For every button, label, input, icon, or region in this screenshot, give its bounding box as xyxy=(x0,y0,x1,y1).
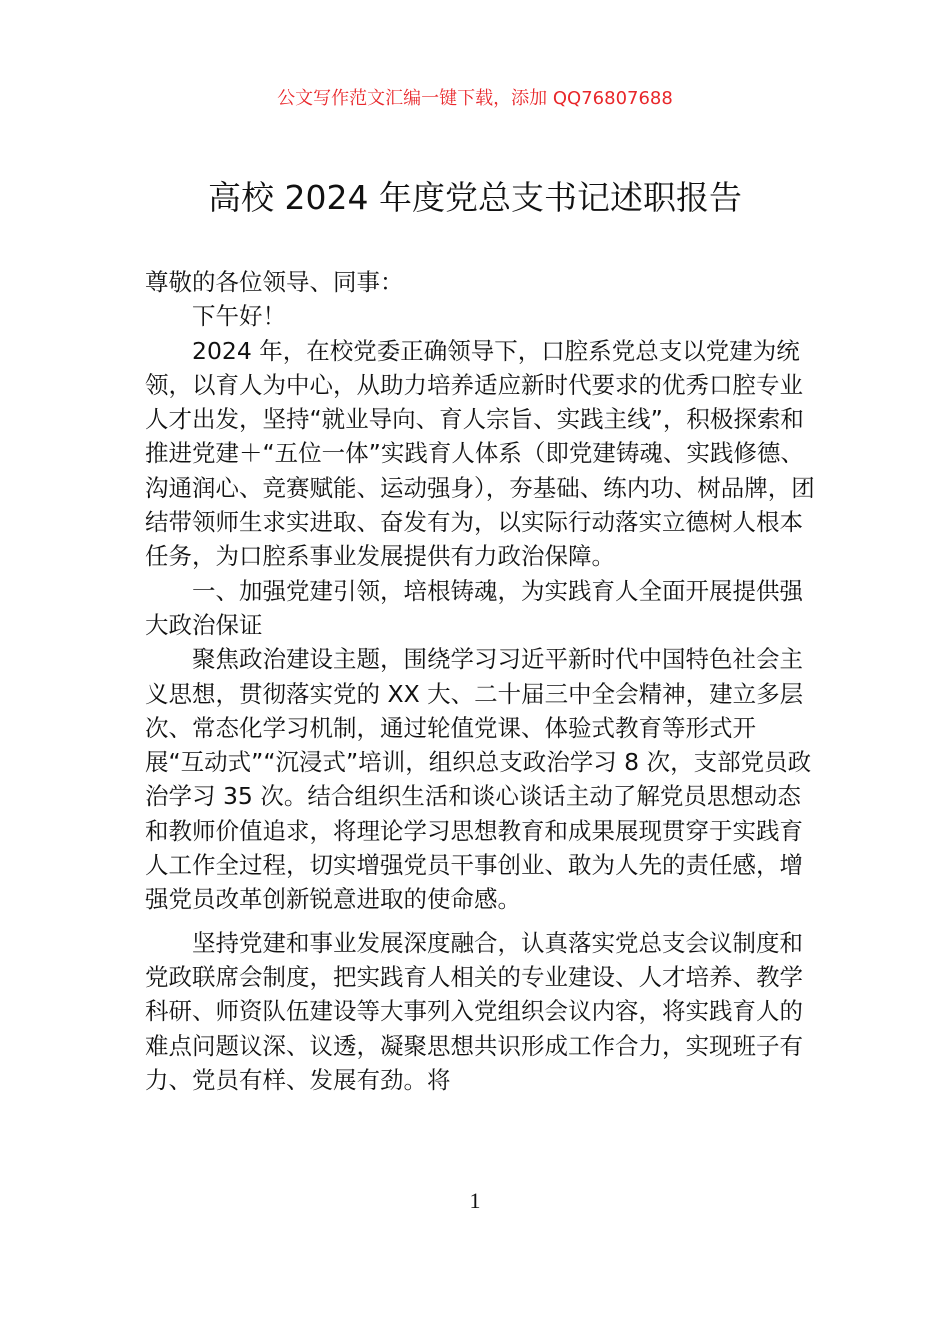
greeting: 下午好！ xyxy=(192,302,286,331)
page-number: 1 xyxy=(469,1188,481,1213)
paragraph-intro: 2024 年，在校党委正确领导下，口腔系党总支以党建为统领，以育人为中心，从助力培养适应新时代要求的优秀口腔专业人才出发，坚持“就业导向、育人宗旨、实践主线”，积极探索和推进党建＋“五位一体”实践育人体系（即党建铸魂、实践修德、沟通润心、竞赛赋能、运动强身），夯基础、练内功、树品牌，团结带领师生求实进取、奋发有为，以实际行动落实立德树人根本任务，为口腔系事业发展提供有力政治保障。 xyxy=(145,336,815,571)
paragraph-integration: 坚持党建和事业发展深度融合，认真落实党总支会议制度和党政联席会制度，把实践育人相关的专业建设、人才培养、教学科研、师资队伍建设等大事列入党组织会议内容，将实践育人的难点问题议深、议透，凝聚思想共识形成工作合力，实现班子有力、党员有样、发展有劲。将 xyxy=(145,928,803,1094)
document-title: 高校 2024 年度党总支书记述职报告 xyxy=(208,178,742,217)
section-heading-1: 一、加强党建引领，培根铸魂，为实践育人全面开展提供强大政治保证 xyxy=(145,576,803,639)
download-promo-note: 公文写作范文汇编一键下载，添加 QQ76807688 xyxy=(277,88,673,109)
salutation: 尊敬的各位领导、同事： xyxy=(145,268,404,296)
paragraph-political-study: 聚焦政治建设主题，围绕学习习近平新时代中国特色社会主义思想，贯彻落实党的 XX 大、二十届三中全会精神，建立多层次、常态化学习机制，通过轮值党课、体验式教育等形式开展“互动式”“沉浸式”培训，组织总支政治学习 8 次，支部党员政治学习 35 次。结合组织生活和谈心谈话主动了解党员思想动态和教师价值追求，将理论学习思想教育和成果展现贯穿于实践育人工作全过程，切实增强党员干事创业、敢为人先的责任感，增强党员改革创新锐意进取的使命感。 xyxy=(145,645,812,914)
document-body xyxy=(145,265,815,1097)
